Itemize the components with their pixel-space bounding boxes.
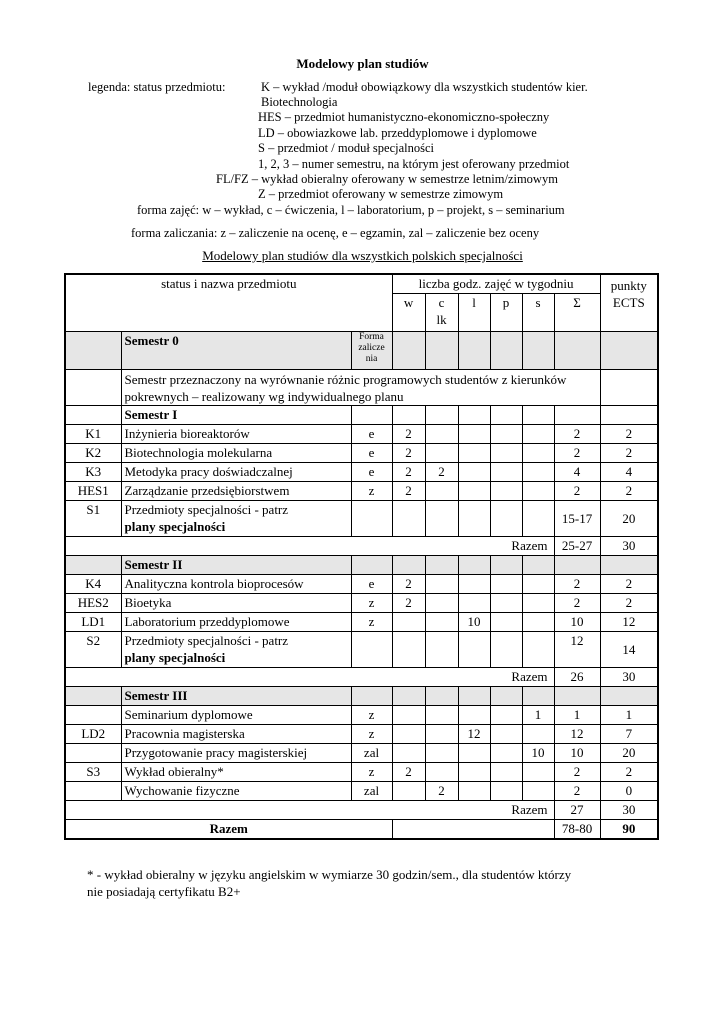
hours-w [392,725,425,744]
hours-w: 2 [392,594,425,613]
course-form: e [351,444,392,463]
razem-sum: 27 [554,801,600,820]
grand-total-label: Razem [65,820,392,840]
cell [522,406,554,425]
hours-p [490,613,522,632]
semester-3-header [65,687,658,706]
footnote [87,866,571,900]
hours-s [522,444,554,463]
ects: 4 [600,463,658,482]
hours-l [458,463,490,482]
course-code: S1 [65,501,121,537]
cell [458,501,490,537]
course-name: Wykład obieralny* [121,763,351,782]
course-name: Zarządzanie przedsiębiorstwem [121,482,351,501]
course-code: K4 [65,575,121,594]
ects: 20 [600,744,658,763]
cell [351,632,392,668]
hours-l [458,594,490,613]
hours-l: 12 [458,725,490,744]
spec-name: Przedmioty specjalności - patrz [124,633,289,648]
hours-s [522,782,554,801]
razem-ects: 30 [600,801,658,820]
razem-sum: 25-27 [554,537,600,556]
hours-c: 2 [425,782,458,801]
course-code [65,782,121,801]
header-status-name: status i nazwa przedmiotu [65,274,392,294]
header-c: c [438,295,445,310]
course-name: Wychowanie fizyczne [121,782,351,801]
hours-p [490,444,522,463]
cell [425,632,458,668]
header-sum: Σ [554,294,600,332]
course-form: z [351,594,392,613]
semester-3-total [65,801,658,820]
cell [392,687,425,706]
hours-c [425,425,458,444]
hours-s [522,763,554,782]
hours-w [392,744,425,763]
table-row [65,725,658,744]
course-form: zal [351,782,392,801]
semester-0-header [65,332,658,370]
semester-2-total [65,668,658,687]
hours-w: 2 [392,763,425,782]
table-row [65,425,658,444]
hours-s [522,463,554,482]
table-row-specialization [65,632,658,668]
hours-s: 10 [522,744,554,763]
grand-total-sum: 78-80 [554,820,600,840]
table-row [65,613,658,632]
cell [425,332,458,370]
hours-c [425,706,458,725]
table-row [65,444,658,463]
hours-s [522,594,554,613]
cell [490,556,522,575]
table-row [65,763,658,782]
cell [65,556,121,575]
course-code: K1 [65,425,121,444]
course-code: LD1 [65,613,121,632]
course-code: S3 [65,763,121,782]
footnote-line: nie posiadają certyfikatu B2+ [87,884,241,899]
table-row [65,782,658,801]
course-name [121,632,351,668]
hours-sum: 2 [554,482,600,501]
ects: 14 [600,632,658,668]
cell [65,370,121,406]
table-row [65,744,658,763]
legend-line: K – wykład /moduł obowiązkowy dla wszystkich studentów kier. [261,80,588,94]
hours-p [490,725,522,744]
hours-c [425,763,458,782]
hours-p [490,782,522,801]
legend-forma-zaliczania: forma zaliczania: z – zaliczenie na ocenę, e – egzamin, zal – zaliczenie bez oceny [131,226,540,240]
course-name: Laboratorium przeddyplomowe [121,613,351,632]
table-row [65,482,658,501]
course-name: Pracownia magisterska [121,725,351,744]
cell [490,687,522,706]
hours-s [522,425,554,444]
ects: 2 [600,425,658,444]
semester-0-note: Semestr przeznaczony na wyrównanie różnic programowych studentów z kierunków pokrewnych – realizowany wg indywidualnego planu [121,370,600,406]
course-name: Bioetyka [121,594,351,613]
semester-title: Semestr 0 [121,332,351,370]
header-w: w [392,294,425,332]
course-code: LD2 [65,725,121,744]
cell [522,632,554,668]
course-code: K2 [65,444,121,463]
study-plan-table [64,273,659,840]
cell [458,406,490,425]
course-form: z [351,706,392,725]
course-form: e [351,575,392,594]
cell [351,501,392,537]
semester-title: Semestr II [121,556,351,575]
legend-line: FL/FZ – wykład obieralny oferowany w semestrze letnim/zimowym [216,172,558,186]
course-name: Biotechnologia molekularna [121,444,351,463]
hours-l [458,575,490,594]
course-form: z [351,763,392,782]
legend-status-label: legenda: status przedmiotu: [88,80,226,94]
razem-sum: 26 [554,668,600,687]
cell [554,332,600,370]
razem-ects: 30 [600,537,658,556]
header-subrow [65,294,658,332]
hours-l [458,444,490,463]
hours-w [392,782,425,801]
course-name: Inżynieria bioreaktorów [121,425,351,444]
course-code [65,744,121,763]
legend-line: Z – przedmiot oferowany w semestrze zimowym [258,187,504,201]
hours-c: 2 [425,463,458,482]
hours-sum: 2 [554,594,600,613]
ects: 2 [600,594,658,613]
course-name: Metodyka pracy doświadczalnej [121,463,351,482]
cell [522,556,554,575]
header-spacer [65,294,392,332]
cell [600,370,658,406]
hours-sum: 1 [554,706,600,725]
cell [600,556,658,575]
hours-sum: 10 [554,613,600,632]
hours-p [490,763,522,782]
header-lk: lk [436,312,447,327]
semester-0-note-row [65,370,658,406]
hours-s [522,575,554,594]
cell [458,556,490,575]
hours-s [522,613,554,632]
cell [600,406,658,425]
cell [490,501,522,537]
hours-sum: 2 [554,444,600,463]
header-c-lk [425,294,458,332]
cell [458,332,490,370]
hours-w [392,706,425,725]
cell [490,332,522,370]
cell [392,820,554,840]
cell [522,687,554,706]
hours-s: 1 [522,706,554,725]
course-form: z [351,482,392,501]
hours-l [458,482,490,501]
ects: 0 [600,782,658,801]
cell [458,687,490,706]
forma-zaliczenia-label: Forma zalicze nia [351,332,392,370]
cell [392,406,425,425]
table-row [65,594,658,613]
hours-sum: 12 [554,632,600,668]
course-form: e [351,463,392,482]
semester-2-header [65,556,658,575]
cell [392,332,425,370]
table-row [65,463,658,482]
cell [490,632,522,668]
course-name: Seminarium dyplomowe [121,706,351,725]
hours-l [458,744,490,763]
hours-l [458,763,490,782]
legend-line: 1, 2, 3 – numer semestru, na którym jest oferowany przedmiot [258,157,570,171]
hours-sum: 10 [554,744,600,763]
hours-c [425,575,458,594]
spec-name-bold: plany specjalności [124,650,226,665]
cell [392,632,425,668]
razem-label: Razem [65,668,554,687]
ects: 12 [600,613,658,632]
header-hours: liczba godz. zajęć w tygodniu [392,274,600,294]
hours-p [490,463,522,482]
razem-label: Razem [65,801,554,820]
course-form: z [351,613,392,632]
legend-line: S – przedmiot / moduł specjalności [258,141,435,155]
header-s: s [522,294,554,332]
ects: 7 [600,725,658,744]
cell [65,332,121,370]
cell [425,501,458,537]
hours-sum: 4 [554,463,600,482]
legend-line: Biotechnologia [261,95,338,109]
header-p: p [490,294,522,332]
cell [554,556,600,575]
razem-ects: 30 [600,668,658,687]
cell [65,687,121,706]
header-l: l [458,294,490,332]
grand-total-ects: 90 [600,820,658,840]
ects: 2 [600,482,658,501]
hours-sum: 2 [554,763,600,782]
hours-p [490,594,522,613]
hours-s [522,725,554,744]
table-row-specialization [65,501,658,537]
ects: 1 [600,706,658,725]
cell [425,687,458,706]
cell [351,687,392,706]
semester-title: Semestr I [121,406,351,425]
course-name: Przygotowanie pracy magisterskiej [121,744,351,763]
cell [392,501,425,537]
hours-l [458,782,490,801]
header-row [65,274,658,294]
hours-sum: 15-17 [554,501,600,537]
semester-title: Semestr III [121,687,351,706]
razem-label: Razem [65,537,554,556]
hours-w: 2 [392,425,425,444]
cell [554,687,600,706]
table-row [65,706,658,725]
hours-c [425,613,458,632]
header-ects: punkty ECTS [600,274,658,332]
course-code [65,706,121,725]
hours-s [522,482,554,501]
cell [392,556,425,575]
hours-w: 2 [392,575,425,594]
cell [65,406,121,425]
cell [425,406,458,425]
table-row [65,575,658,594]
course-code: S2 [65,632,121,668]
cell [490,406,522,425]
cell [600,332,658,370]
hours-l [458,706,490,725]
ects: 2 [600,575,658,594]
cell [351,406,392,425]
hours-c [425,444,458,463]
hours-w: 2 [392,463,425,482]
hours-c [425,482,458,501]
course-form: zal [351,744,392,763]
hours-l: 10 [458,613,490,632]
hours-c [425,725,458,744]
hours-sum: 12 [554,725,600,744]
course-code: HES1 [65,482,121,501]
course-form: z [351,725,392,744]
course-code: K3 [65,463,121,482]
cell [600,687,658,706]
ects: 2 [600,444,658,463]
legend-line: HES – przedmiot humanistyczno-ekonomiczno-społeczny [258,110,550,124]
hours-p [490,482,522,501]
hours-l [458,425,490,444]
hours-p [490,425,522,444]
course-code: HES2 [65,594,121,613]
cell [425,556,458,575]
semester-1-total [65,537,658,556]
hours-c [425,594,458,613]
hours-p [490,744,522,763]
hours-c [425,744,458,763]
table-subtitle: Modelowy plan studiów dla wszystkich polskich specjalności [202,248,523,263]
spec-name-bold: plany specjalności [124,519,226,534]
hours-w [392,613,425,632]
ects: 2 [600,763,658,782]
hours-p [490,706,522,725]
hours-sum: 2 [554,575,600,594]
hours-sum: 2 [554,782,600,801]
course-name [121,501,351,537]
hours-sum: 2 [554,425,600,444]
legend-line: LD – obowiazkowe lab. przeddyplomowe i dyplomowe [258,126,537,140]
cell [522,332,554,370]
hours-w: 2 [392,444,425,463]
hours-p [490,575,522,594]
semester-1-header [65,406,658,425]
cell [522,501,554,537]
legend-forma-zajec: forma zajęć: w – wykład, c – ćwiczenia, l – laboratorium, p – projekt, s – seminarium [137,203,565,217]
course-name: Analityczna kontrola bioprocesów [121,575,351,594]
cell [351,556,392,575]
grand-total-row [65,820,658,840]
ects: 20 [600,501,658,537]
course-form: e [351,425,392,444]
footnote-line: * - wykład obieralny w języku angielskim w wymiarze 30 godzin/sem., dla studentów którzy [87,867,572,882]
cell [554,406,600,425]
cell [458,632,490,668]
page-title: Modelowy plan studiów [296,56,429,71]
hours-w: 2 [392,482,425,501]
spec-name: Przedmioty specjalności - patrz [124,502,289,517]
